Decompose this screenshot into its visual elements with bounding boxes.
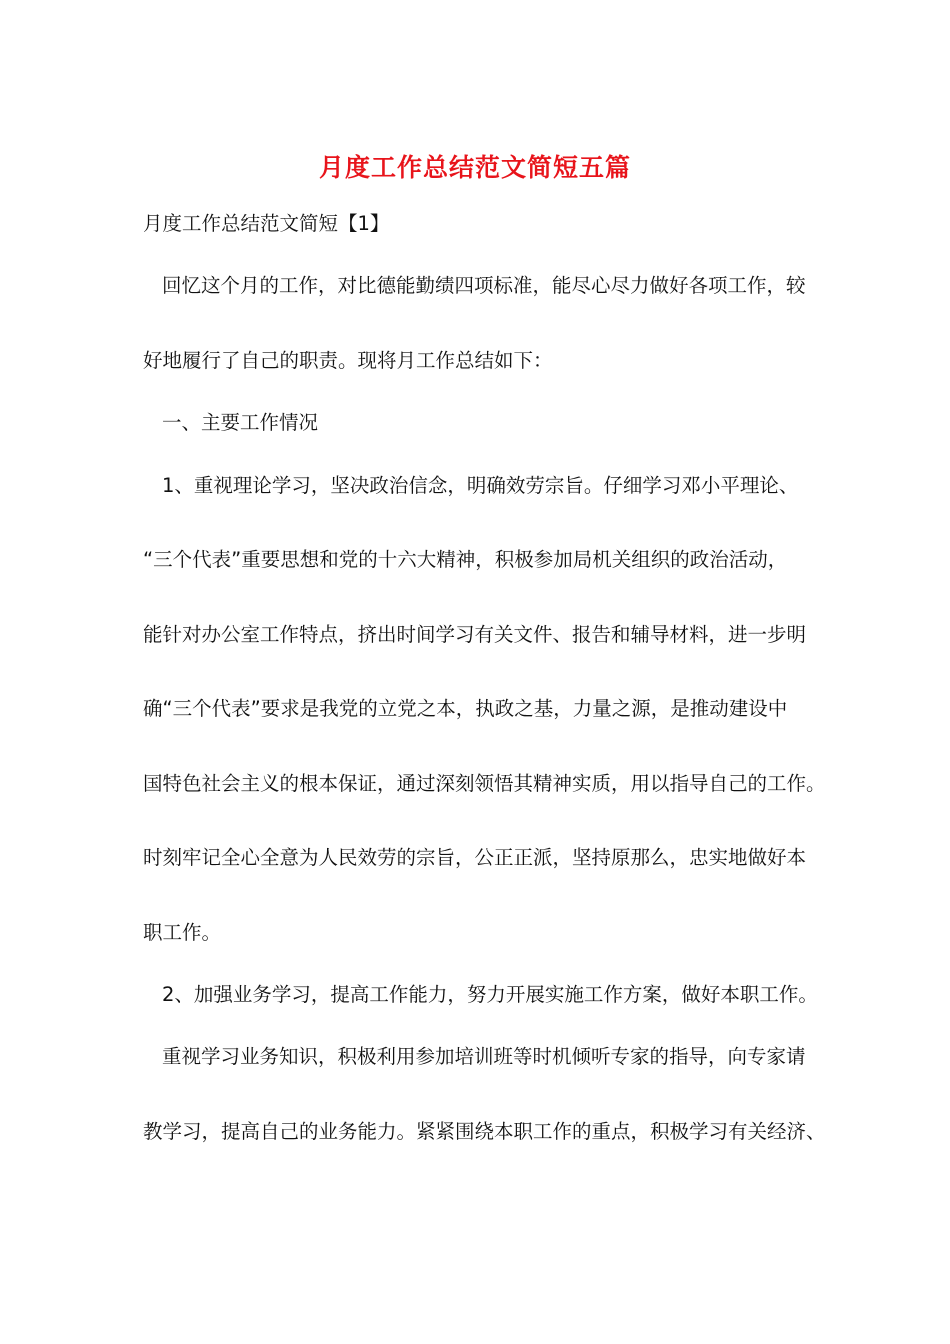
document-title: 月度工作总结范文简短五篇	[318, 153, 631, 182]
paragraph-line: 好地履行了自己的职责。现将月工作总结如下：	[143, 349, 553, 372]
paragraph-line: 重视学习业务知识，积极利用参加培训班等时机倾听专家的指导，向专家请	[162, 1045, 806, 1068]
paragraph-line: 国特色社会主义的根本保证，通过深刻领悟其精神实质，用以指导自己的工作。	[143, 772, 826, 795]
paragraph-line: “三个代表”重要思想和党的十六大精神，积极参加局机关组织的政治活动，	[143, 548, 788, 571]
paragraph-line: 1、重视理论学习，坚决政治信念，明确效劳宗旨。仔细学习邓小平理论、	[162, 474, 799, 497]
paragraph-line: 时刻牢记全心全意为人民效劳的宗旨，公正正派，坚持原那么，忠实地做好本	[143, 846, 807, 869]
paragraph-line: 职工作。	[143, 921, 222, 944]
paragraph-line: 能针对办公室工作特点，挤出时间学习有关文件、报告和辅导材料，进一步明	[143, 623, 807, 646]
paragraph-line: 回忆这个月的工作，对比德能勤绩四项标准，能尽心尽力做好各项工作，较	[162, 274, 806, 297]
paragraph-line: 教学习，提高自己的业务能力。紧紧围绕本职工作的重点，积极学习有关经济、	[143, 1120, 826, 1143]
paragraph-line: 确“三个代表”要求是我党的立党之本，执政之基，力量之源，是推动建设中	[143, 697, 788, 720]
section-heading: 月度工作总结范文简短【1】	[143, 212, 390, 235]
paragraph-line: 2、加强业务学习，提高工作能力，努力开展实施工作方案，做好本职工作。	[162, 983, 818, 1006]
subsection-heading: 一、主要工作情况	[162, 411, 319, 434]
